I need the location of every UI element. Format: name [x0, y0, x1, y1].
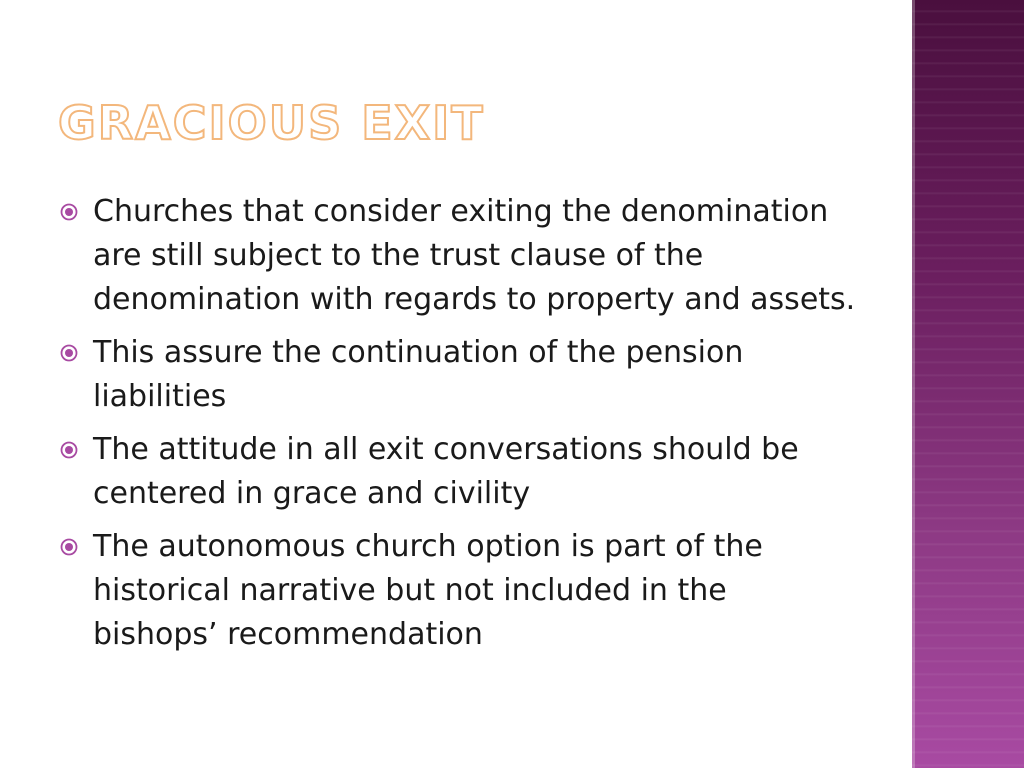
bullet-item [60, 428, 860, 516]
bullet-item [60, 525, 860, 657]
bullet-list [60, 190, 860, 666]
decorative-side-band [912, 0, 1024, 768]
bullet-item [60, 190, 860, 322]
circle-dot-bullet-icon [60, 203, 78, 221]
circle-dot-bullet-icon [60, 538, 78, 556]
slide-title: GRACIOUS EXIT [58, 96, 485, 150]
bullet-text: The autonomous church option is part of the historical narrative but not included in the bishops’ recommendation [93, 529, 763, 652]
bullet-text: Churches that consider exiting the denomination are still subject to the trust clause of the denomination with regards to property and assets. [93, 194, 856, 317]
bullet-text: This assure the continuation of the pension liabilities [93, 335, 744, 414]
bullet-item [60, 331, 860, 419]
circle-dot-bullet-icon [60, 344, 78, 362]
bullet-text: The attitude in all exit conversations should be centered in grace and civility [93, 432, 799, 511]
circle-dot-bullet-icon [60, 441, 78, 459]
